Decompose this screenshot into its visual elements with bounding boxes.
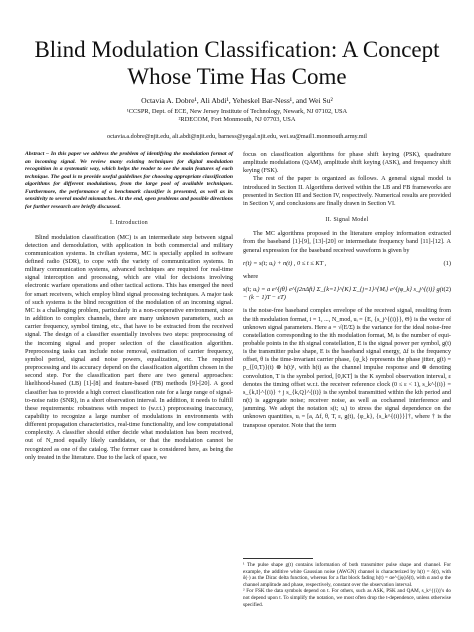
equation-1-body: r(t) = s(t; uᵢ) + n(t) , 0 ≤ t ≤ KT , <box>243 259 327 267</box>
author-list: Octavia A. Dobre¹, Ali Abdi¹, Yeheskel Bar-Ness¹, and Wei Su² <box>141 96 333 105</box>
affiliation-2: ²RDECOM, Fort Monmouth, NJ 07703, USA <box>178 116 296 123</box>
footnote-rule <box>243 558 313 559</box>
intro-continued: focus on classification algorithms for phase shift keying (PSK), quadrature amplitude modulations (QAM), amplitude shift keying (ASK), and frequency shift keying (FSK). <box>243 151 451 175</box>
right-column <box>243 151 451 430</box>
equation-2-body: s(t; uᵢ) = a e^{jθ} e^{j2πΔft} Σ_{k=1}^{K} Σ_{j=1}^{Mᵢ} e^{jφ_k} s_j^{(i)} g(t − (k − 1)T − εT) <box>243 286 444 302</box>
model-paragraph: The MC algorithms proposed in the literature employ information extracted from the baseband [1]-[9], [13]-[20] or intermediate frequency band [11]-[12]. A general expression for the baseband received waveform is given by <box>243 230 451 254</box>
affiliation-1: ¹CCSPR, Dept. of ECE, New Jersey Institute of Technology, Newark, NJ 07102, USA <box>126 108 348 115</box>
abstract-text: – In this paper we address the problem of identifying the modulation format of an incoming signal. We review many existing techniques for digital modulation recognition in a systematic way, which helps the reader to see the main features of each technique. The goal is to provide useful guidelines for choosing appropriate classification algorithms for different modulations, from the large pool of available techniques. Furthermore, the performance of a benchmark classifier is presented, as well as its sensitivity to several model mismatches. At the end, open problems and possible directions for further research are briefly discussed. <box>25 151 233 210</box>
affiliations <box>0 108 474 124</box>
equation-1 <box>243 260 451 268</box>
equation-1-number: (1) <box>443 259 451 267</box>
footnotes <box>243 562 451 608</box>
equation-2 <box>243 286 451 302</box>
left-column <box>25 151 233 462</box>
section-heading-introduction: I. Introduction <box>110 220 148 227</box>
abstract <box>25 151 233 211</box>
abstract-label: Abstract <box>25 151 45 157</box>
where-text: where <box>243 272 259 280</box>
footnote-1: ¹ The pulse shape g(t) contains information of both transmitter pulse shape and channel. For example, the additive white Gaussian noise (AWGN) channel is characterized by h(t) = δ(t), with δ(·) as the Dirac delta function, whereas for a flat block fading h(t) = αe^{jφ}δ(t), with α and φ the channel amplitude and phase, respectively, constant over the observation interval. <box>243 562 451 588</box>
author-emails: octavia.a.dobre@njit.edu, ali.abdi@njit.edu, barness@yegal.njit.edu, wei.su@mail1.monmouth.army.mil <box>106 133 368 140</box>
paper-title: Blind Modulation Classification: A Concept Whose Time Has Come <box>34 37 440 89</box>
footnote-2: ² For FSK the data symbols depend on t. For others, such as ASK, PSK and QAM, s_k^{(i)}'s do not depend upon t. To simplify the notation, we most often drop the t-dependence, unless otherwise specified. <box>243 588 451 608</box>
intro-paragraph: Blind modulation classification (MC) is an intermediate step between signal detection and demodulation, with application in both commercial and military communication systems. In civilian systems, MC is specially applied in software defined radio (SDR), to cope with the variety of communication systems. In military communication systems, advanced techniques are required for real-time signal interception and processing, which are vital for decisions involving electronic warfare operations and other tactical actions. This has emerged the need for smart receivers, which employ blind signal processing techniques. A major task of such systems is the blind recognition of the modulation of an incoming signal. MC is a challenging problem, particularly in a non-cooperative environment, since in addition to complex channels, there are many unknown parameters, such as carrier frequency, symbol timing, etc., that have to be extracted from the received signal. The design of a classifier essentially involves two steps: preprocessing of the incoming signal and proper selection of the classification algorithm. Preprocessing tasks can include noise removal, estimation of carrier frequency, symbol period, signal and noise powers, equalization, etc. The required preprocessing and its accuracy depend on the classification algorithm chosen in the second step. For the classification part there are two general approaches: likelihood-based (LB) [1]-[8] and feature-based (FB) methods [9]-[20]. A good classifier has to provide a high correct classification rate for a large range of signal-to-noise ratio (SNR), in a short observation interval. In addition, it needs to fulfill these requirements: robustness with respect to (w.r.t.) preprocessing inaccuracy, capability to recognize a large number of modulations in environments with different propagation characteristics, real-time functionality, and low computational complexity. A classifier should either decide what modulation has been received, out of N_mod equally likely candidates, or that the modulation cannot be recognized as one of the catalog. The former case is considered here, as being the only treated in the literature. Due to the lack of space, we <box>25 233 233 461</box>
organization-paragraph: The rest of the paper is organized as follows. A general signal model is introduced in Section II. Algorithms derived within the LB and FB frameworks are presented in Section III and Section IV, respectively. Numerical results are provided in Section V, and conclusions are finally drawn in Section VI. <box>243 175 451 207</box>
model-explanation: is the noise-free baseband complex envelope of the received signal, resulting from the ith modulation format, i = 1, ..., N_mod, uᵢ = {E, {s_j^{(i)}}, Θ} is the vector of unknown signal parameters. Here a = √(E/Σ) is the variance for the ideal noise-free constellation corresponding to the ith modulation format, Mᵢ is the number of equi-probable points in the ith signal constellation, E is the signal power per symbol, g(t) is the transmitter pulse shape, E is the baseband signal energy, Δf is the frequency offset, θ is the time-invariant carrier phase, {φ_k} represents the phase jitter, g(t) = p_{[0,T)}(t) ⊗ h(t)¹, with h(t) as the channel impulse response and ⊗ denoting convolution, T is the symbol period, [0,KT] is the K symbol observation interval, ε denotes the timing offset w.r.t. the receiver reference clock (0 ≤ ε < 1), s_k^{(i)} = s_{k,I}^{(i)} + j s_{k,Q}^{(i)} is the symbol transmitted within the kth period and n(t) is aggregate noise; receiver noise, as well as cochannel interference and jamming. We adopt the notation s(t; uᵢ) to stress the signal dependence on the unknown quantities, uᵢ = [a, Δf, θ, T, ε, g(t), {φ_k}, {s_k^{(i)}}]†, where † is the transpose operator. Note that the term <box>243 307 451 429</box>
section-heading-signal-model: II. Signal Model <box>325 217 369 224</box>
equation-2-number: (2) <box>443 286 451 294</box>
